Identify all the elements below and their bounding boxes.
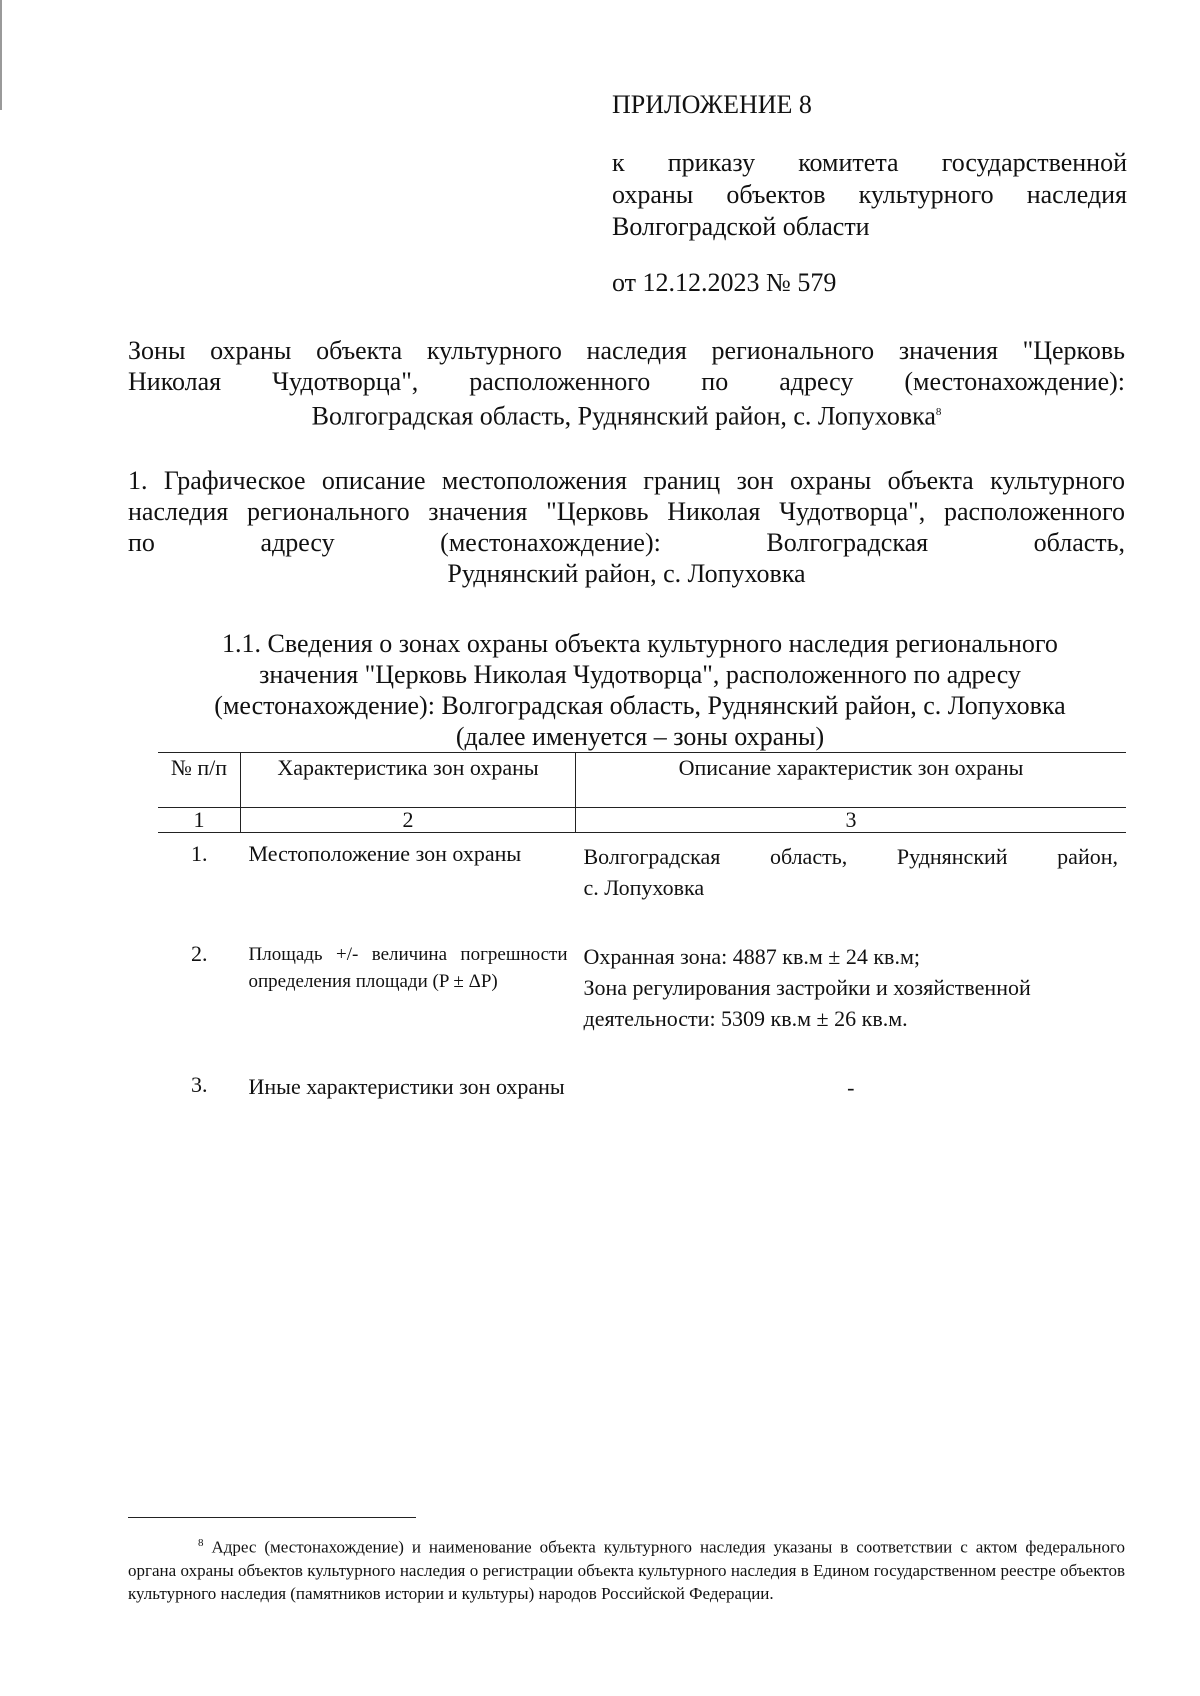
footnote-separator: [128, 1517, 416, 1518]
row-characteristic: Площадь +/- величина погрешности определения площади (P ± ΔP): [248, 944, 568, 992]
section-line: по адресу (местонахождение): Волгоградская область,: [128, 528, 1125, 557]
column-number: 1: [158, 808, 241, 833]
column-number: 3: [576, 808, 1127, 833]
footnote: [128, 1532, 1125, 1605]
section-line: значения "Церковь Николая Чудотворца", расположенного по адресу: [259, 660, 1021, 689]
appendix-line: Волгоградской области: [612, 212, 870, 241]
appendix-title: ПРИЛОЖЕНИЕ 8: [612, 90, 812, 119]
section-line: наследия регионального значения "Церковь Николая Чудотворца", расположенного: [128, 497, 1125, 526]
section-line: Руднянский район, с. Лопуховка: [447, 559, 806, 588]
row-characteristic: Местоположение зон охраны: [248, 841, 522, 866]
document-title: [128, 335, 1125, 432]
header-characteristic: Характеристика зон охраны: [241, 753, 576, 808]
scan-edge-mark: [0, 0, 2, 110]
table-header-row: [158, 753, 1126, 808]
column-number-row: [158, 808, 1126, 833]
table-row: [158, 1064, 1126, 1133]
description-line: с. Лопуховка: [583, 875, 705, 900]
row-description: [576, 933, 1127, 1064]
header-description: Описание характеристик зон охраны: [576, 753, 1127, 808]
row-description: -: [847, 1075, 855, 1100]
footnote-mark: 8: [198, 1537, 204, 1549]
section-line: (местонахождение): Волгоградская область, Руднянский район, с. Лопуховка: [214, 691, 1066, 720]
title-line-last: [128, 397, 1125, 432]
zones-table: [158, 752, 1126, 1133]
appendix-line: к приказу комитета государственной: [612, 148, 1127, 177]
appendix-line: охраны объектов культурного наследия: [612, 180, 1127, 209]
table-row: [158, 833, 1126, 934]
table-row: [158, 933, 1126, 1064]
description-line: Охранная зона: 4887 кв.м ± 24 кв.м;: [583, 944, 920, 969]
title-line: Зоны охраны объекта культурного наследия регионального значения "Церковь: [128, 336, 1125, 365]
footnote-reference: 8: [935, 406, 942, 418]
section-line: 1.1. Сведения о зонах охраны объекта культурного наследия регионального: [222, 629, 1058, 658]
section-line: (далее именуется – зоны охраны): [455, 722, 825, 751]
order-date-number: от 12.12.2023 № 579: [612, 268, 837, 297]
row-number: 3.: [191, 1072, 208, 1097]
row-characteristic: Иные характеристики зон охраны: [248, 1074, 565, 1099]
row-description: [576, 833, 1127, 934]
section-line: 1. Графическое описание местоположения границ зон охраны объекта культурного: [128, 466, 1125, 495]
appendix-order-reference: [612, 147, 1127, 243]
row-number: 2.: [191, 941, 208, 966]
title-line: Волгоградская область, Руднянский район, с. Лопуховка: [311, 401, 936, 431]
section-1-1-heading: [160, 628, 1120, 752]
description-line: Волгоградская область, Руднянский район,: [583, 844, 1118, 869]
column-number: 2: [241, 808, 576, 833]
row-number: 1.: [191, 841, 208, 866]
section-1-heading: [128, 465, 1125, 589]
title-line: Николая Чудотворца", расположенного по адресу (местонахождение):: [128, 367, 1125, 396]
footnote-text: Адрес (местонахождение) и наименование объекта культурного наследия указаны в соответствии с актом федерального органа охраны объектов культурного наследия о регистрации объекта культурного наследия в Едином государственном реестре объектов культурного наследия (памятников истории и культуры) народов Российской Федерации.: [128, 1537, 1125, 1603]
header-number: № п/п: [158, 753, 241, 808]
description-line: Зона регулирования застройки и хозяйственной деятельности: 5309 кв.м ± 26 кв.м.: [583, 975, 1031, 1031]
